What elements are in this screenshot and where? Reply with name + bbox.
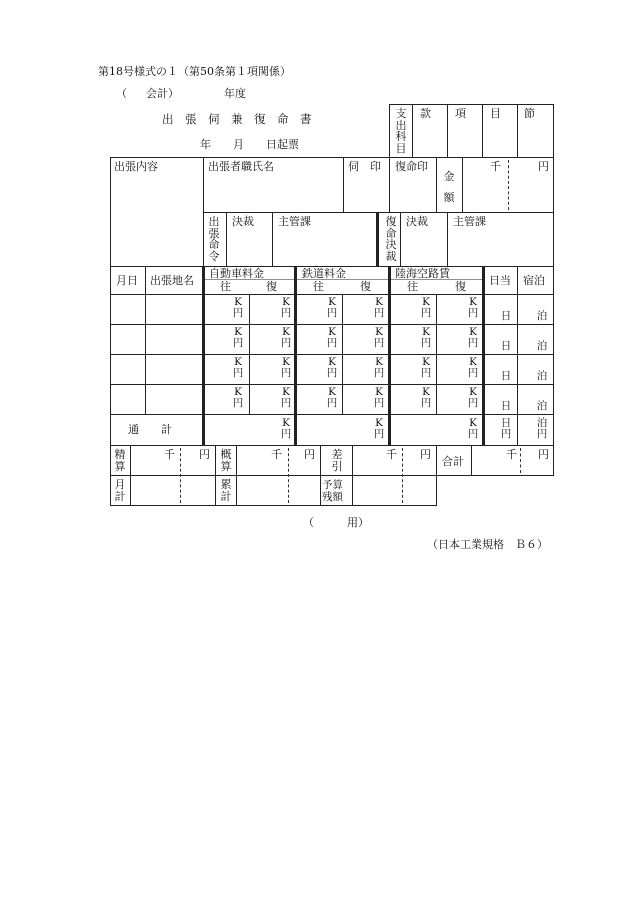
row-k-mark: K — [422, 326, 430, 338]
seisan-en: 円 — [199, 448, 210, 461]
row-k-mark: K — [469, 386, 477, 398]
row-k-mark: K — [328, 356, 336, 368]
tsuukei-shuku-yen: 円 — [536, 428, 548, 440]
shishutsu-kamoku-label: 支出科目 — [395, 107, 407, 155]
date-line: 年 月 日起票 — [200, 138, 299, 151]
tsuukei-car-yen: 円 — [280, 428, 292, 440]
row-k-mark: K — [282, 356, 290, 368]
row-haku-mark: 泊 — [536, 400, 548, 412]
row-k-mark: K — [282, 386, 290, 398]
row-k-mark: K — [375, 326, 383, 338]
tsuukei-nittou-yen: 円 — [500, 428, 512, 440]
row-k-mark: K — [422, 296, 430, 308]
sea-ou: 往 — [407, 280, 418, 293]
kingaku-label: 金額 — [443, 170, 455, 204]
seisan-label: 精算 — [114, 448, 126, 473]
tsukikei-label: 月計 — [114, 478, 126, 503]
row-yen-mark: 円 — [373, 337, 385, 349]
row-k-mark: K — [422, 386, 430, 398]
shucchou-naiyou-label: 出張内容 — [114, 160, 158, 173]
tsuukei-hi: 日 — [500, 417, 512, 429]
shukanka-label: 主管課 — [278, 215, 311, 228]
fukumei-kessai-label: 復命決裁 — [385, 215, 397, 263]
row-k-mark: K — [234, 296, 242, 308]
nendo-label: 年度 — [224, 87, 246, 100]
kingaku-sen: 千 — [490, 160, 501, 173]
sashihiki-en: 円 — [420, 448, 431, 461]
kingaku-en: 円 — [538, 160, 549, 173]
seisan-sen: 千 — [164, 448, 175, 461]
jis-note: （日本工業規格 Ｂ６） — [427, 538, 548, 551]
kou-label: 項 — [455, 107, 466, 120]
shucchousha-label: 出張者職氏名 — [208, 160, 274, 173]
row-k-mark: K — [328, 326, 336, 338]
row-k-mark: K — [375, 386, 383, 398]
row-yen-mark: 円 — [373, 307, 385, 319]
row-yen-mark: 円 — [326, 397, 338, 409]
row-yen-mark: 円 — [467, 307, 479, 319]
row-hi-mark: 日 — [500, 370, 512, 382]
row-yen-mark: 円 — [280, 307, 292, 319]
row-k-mark: K — [375, 356, 383, 368]
col-car: 自動車料金 — [209, 267, 264, 280]
row-yen-mark: 円 — [467, 337, 479, 349]
goukei-sen: 千 — [506, 448, 517, 461]
rail-ou: 往 — [313, 280, 324, 293]
sea-fuku: 復 — [455, 280, 466, 293]
col-date: 月日 — [116, 274, 138, 287]
shukanka2-label: 主管課 — [453, 215, 486, 228]
row-k-mark: K — [234, 356, 242, 368]
sashihiki-label: 差引 — [331, 448, 343, 473]
fukumei-in-label: 復命印 — [395, 160, 428, 173]
size-note: （ 用） — [303, 516, 369, 529]
row-k-mark: K — [375, 296, 383, 308]
tsuukei-rail-k: K — [375, 417, 383, 429]
row-hi-mark: 日 — [500, 340, 512, 352]
row-hi-mark: 日 — [500, 310, 512, 322]
form-number: 第18号様式の１（第50条第１項関係） — [98, 65, 291, 78]
row-yen-mark: 円 — [280, 337, 292, 349]
kaikei-label: 会計） — [146, 87, 179, 100]
kessai2-label: 決裁 — [406, 215, 428, 228]
row-yen-mark: 円 — [420, 367, 432, 379]
row-k-mark: K — [469, 326, 477, 338]
row-k-mark: K — [282, 296, 290, 308]
tsuukei-rail-yen: 円 — [373, 428, 385, 440]
col-sea-air: 陸海空路賃 — [395, 267, 450, 280]
col-shukuhaku: 宿泊 — [523, 274, 545, 287]
row-yen-mark: 円 — [232, 397, 244, 409]
row-k-mark: K — [328, 296, 336, 308]
row-yen-mark: 円 — [467, 397, 479, 409]
paren-open: （ — [116, 87, 127, 100]
row-k-mark: K — [469, 356, 477, 368]
row-k-mark: K — [328, 386, 336, 398]
row-haku-mark: 泊 — [536, 370, 548, 382]
row-hi-mark: 日 — [500, 400, 512, 412]
tsuukei-sea-k: K — [469, 417, 477, 429]
row-yen-mark: 円 — [467, 367, 479, 379]
row-yen-mark: 円 — [373, 367, 385, 379]
yosan-zangaku-label: 予算残額 — [322, 479, 343, 503]
row-yen-mark: 円 — [232, 367, 244, 379]
ukagai-in-label: 伺 印 — [348, 160, 381, 173]
col-nittou: 日当 — [489, 274, 511, 287]
row-haku-mark: 泊 — [536, 310, 548, 322]
gaisan-en: 円 — [304, 448, 315, 461]
row-k-mark: K — [234, 386, 242, 398]
row-k-mark: K — [282, 326, 290, 338]
col-place: 出張地名 — [150, 274, 194, 287]
gaisan-sen: 千 — [271, 448, 282, 461]
row-k-mark: K — [234, 326, 242, 338]
page-title: 出 張 伺 兼 復 命 書 — [162, 112, 312, 126]
moku-label: 目 — [490, 107, 501, 120]
col-rail: 鉄道料金 — [302, 267, 346, 280]
ruikei-label: 累計 — [220, 478, 232, 503]
shucchou-meirei-label: 出張命令 — [208, 215, 220, 263]
row-yen-mark: 円 — [326, 307, 338, 319]
goukei-label: 合計 — [442, 455, 464, 468]
row-haku-mark: 泊 — [536, 340, 548, 352]
row-yen-mark: 円 — [420, 397, 432, 409]
car-ou: 往 — [220, 280, 231, 293]
tsuukei-car-k: K — [282, 417, 290, 429]
row-yen-mark: 円 — [373, 397, 385, 409]
row-yen-mark: 円 — [420, 337, 432, 349]
kessai-label: 決裁 — [232, 215, 254, 228]
sashihiki-sen: 千 — [386, 448, 397, 461]
row-yen-mark: 円 — [326, 367, 338, 379]
rail-fuku: 復 — [360, 280, 371, 293]
gaisan-label: 概算 — [220, 448, 232, 473]
row-yen-mark: 円 — [232, 307, 244, 319]
row-yen-mark: 円 — [280, 367, 292, 379]
tsuukei-sea-yen: 円 — [467, 428, 479, 440]
row-yen-mark: 円 — [232, 337, 244, 349]
tsuukei-label: 通 計 — [128, 423, 172, 436]
goukei-en: 円 — [538, 448, 549, 461]
kan-label: 款 — [420, 107, 431, 120]
row-yen-mark: 円 — [280, 397, 292, 409]
setsu-label: 節 — [524, 107, 535, 120]
row-yen-mark: 円 — [326, 337, 338, 349]
tsuukei-haku: 泊 — [536, 417, 548, 429]
row-k-mark: K — [469, 296, 477, 308]
car-fuku: 復 — [266, 280, 277, 293]
row-yen-mark: 円 — [420, 307, 432, 319]
row-k-mark: K — [422, 356, 430, 368]
